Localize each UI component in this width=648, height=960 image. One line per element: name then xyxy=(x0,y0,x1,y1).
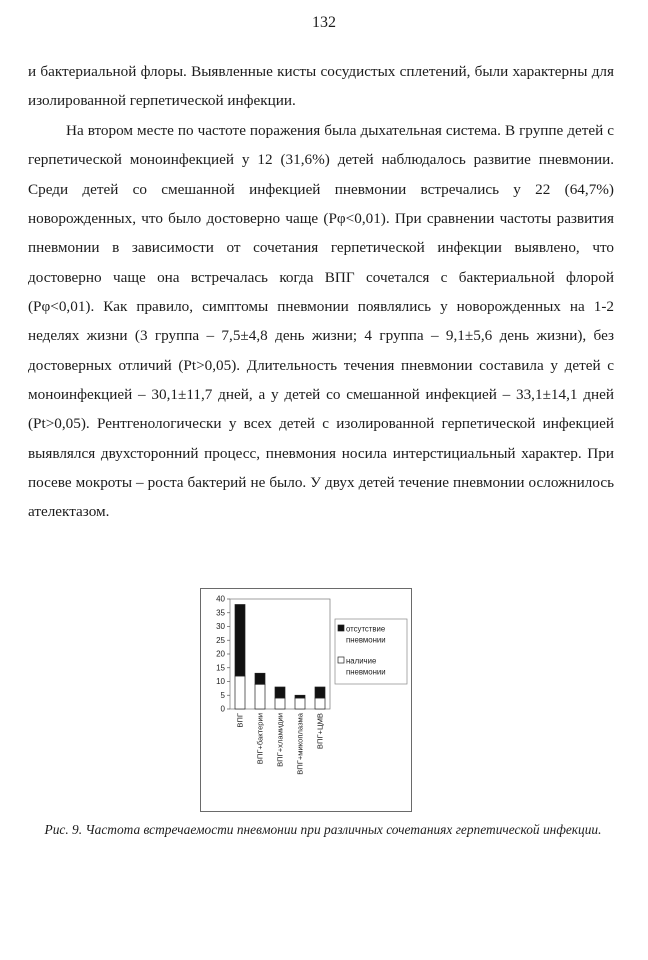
page-number: 132 xyxy=(312,14,336,31)
legend-swatch xyxy=(338,625,344,631)
legend-label: пневмонии xyxy=(346,667,386,677)
bar-absent-3 xyxy=(295,695,305,698)
x-tick-label: ВПГ+бактерии xyxy=(255,713,265,765)
y-tick-label: 15 xyxy=(216,663,225,673)
figure-caption: Рис. 9. Частота встречаемости пневмонии при различных сочетаниях герпетической инфекции. xyxy=(44,822,602,837)
bar-present-3 xyxy=(295,698,305,709)
y-tick-label: 35 xyxy=(216,608,225,618)
y-tick-label: 10 xyxy=(216,677,225,686)
x-tick-label: ВПГ+ЦМВ xyxy=(315,713,325,750)
x-tick-label: ВПГ+хламидии xyxy=(275,713,285,767)
x-tick-label: ВПГ+микоплазма xyxy=(295,713,305,775)
legend-label: пневмонии xyxy=(346,635,386,645)
chart-frame xyxy=(200,588,412,812)
paragraph-respiratory: На втором месте по частоте поражения была дыхательная система. В группе детей с герпетической моноинфекцией у 12 (31,6%) детей наблюдалось развитие пневмонии. Среди детей со смешанной инфекцией пневмонии встречались у 22 (64,7%) новорожденных, что было достоверно чаще (Рφ<0,01). При сравнении частоты развития пневмонии в зависимости от сочетания герпетической инфекции выявлено, что достоверно чаще она встречалась когда ВПГ сочетался с бактериальной флорой (Рφ<0,01). Как правило, симптомы пневмонии появлялись у новорожденных на 1-2 неделях жизни (3 группа – 7,5±4,8 день жизни; 4 группа – 9,1±5,6 день жизни), без достоверных отличий (Рt>0,05). Длительность течения пневмонии составила у детей с моноинфекцией – 30,1±11,7 дней, а у детей со смешанной инфекцией – 33,1±14,1 дней (Рt>0,05). Рентгенологически у всех детей с изолированной герпетической инфекцией выявлялся двухсторонний процесс, пневмония носила интерстициальный характер. При посеве мокроты – роста бактерий не было. У двух детей течение пневмонии осложнилось ателектазом. xyxy=(28,122,614,521)
legend-label: отсутствие xyxy=(346,624,386,634)
y-tick-label: 20 xyxy=(216,649,225,659)
x-tick-label: ВПГ xyxy=(235,713,245,728)
y-tick-label: 40 xyxy=(216,594,225,604)
y-tick-label: 0 xyxy=(220,704,225,714)
pneumonia-bar-chart xyxy=(201,589,411,811)
legend-swatch xyxy=(338,657,344,663)
bar-present-4 xyxy=(315,698,325,709)
bar-absent-2 xyxy=(275,687,285,698)
paragraph-continuation: и бактериальной флоры. Выявленные кисты сосудистых сплетений, были характерны для изолированной герпетической инфекции. xyxy=(28,63,614,110)
y-tick-label: 25 xyxy=(216,635,225,645)
bar-present-0 xyxy=(235,676,245,709)
y-tick-label: 30 xyxy=(216,622,225,631)
bar-absent-1 xyxy=(255,673,265,684)
legend-label: наличие xyxy=(346,656,377,666)
bar-present-2 xyxy=(275,698,285,709)
bar-absent-4 xyxy=(315,687,325,698)
bar-absent-0 xyxy=(235,605,245,677)
bar-present-1 xyxy=(255,684,265,709)
y-tick-label: 5 xyxy=(220,690,225,700)
